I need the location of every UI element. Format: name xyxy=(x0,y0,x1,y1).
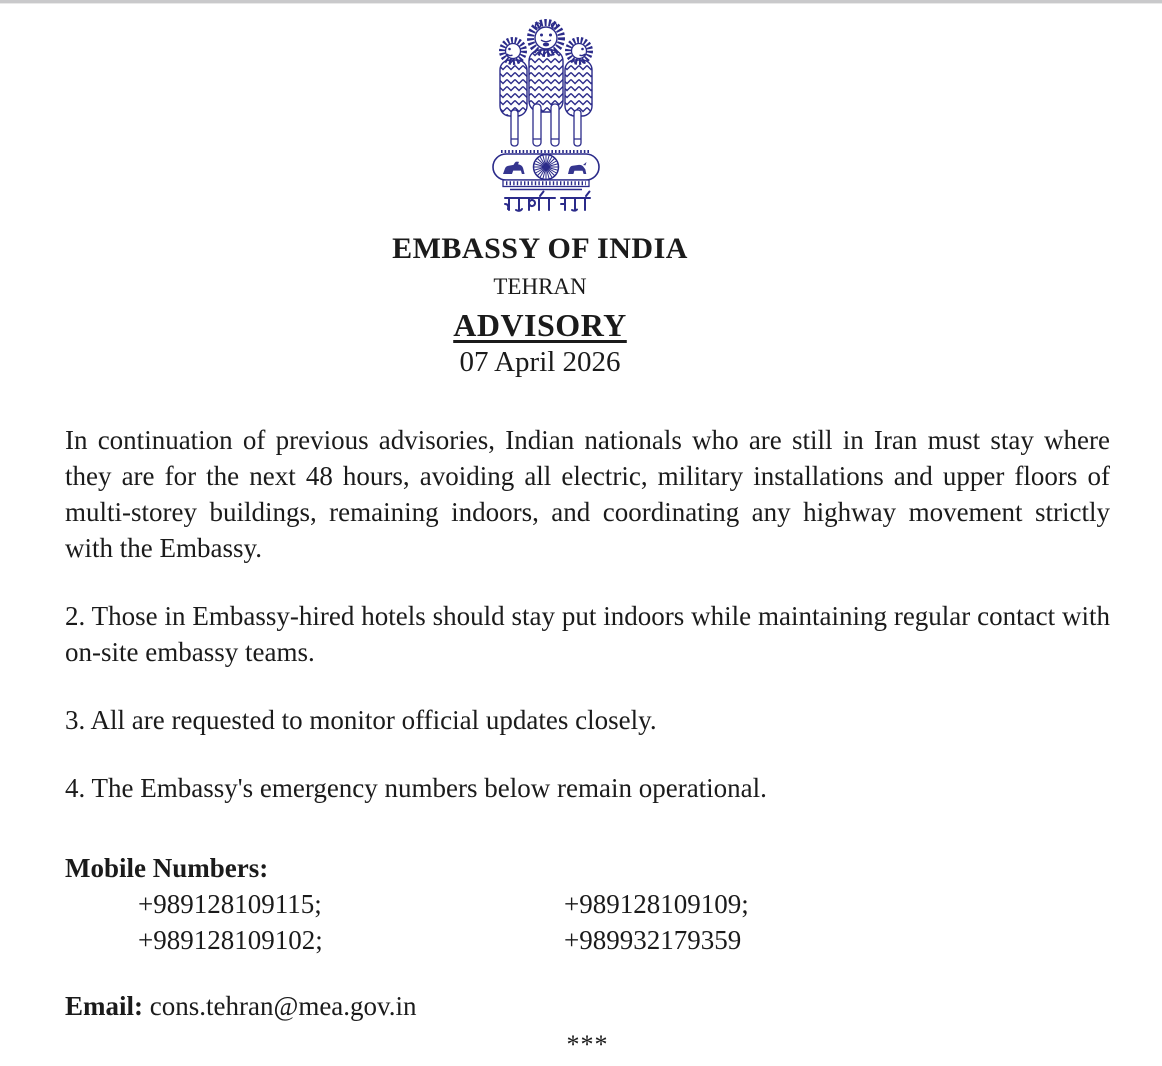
phone-number: +989128109115; xyxy=(138,889,322,919)
document-header xyxy=(0,232,1080,380)
email-label: Email: xyxy=(65,991,143,1021)
top-border-strip xyxy=(0,0,1162,4)
organization-title: EMBASSY OF INDIA xyxy=(392,232,688,265)
end-of-document-mark: *** xyxy=(566,1030,609,1059)
email-address: cons.tehran@mea.gov.in xyxy=(149,991,417,1021)
paragraph-2: 2. Those in Embassy-hired hotels should stay put indoors while maintaining regular contact with on-site embassy teams. xyxy=(65,601,1110,667)
phone-number-row xyxy=(65,886,1110,922)
advisory-body xyxy=(65,422,1110,1058)
lion-capital-of-ashoka-icon xyxy=(483,8,609,214)
city-subtitle: TEHRAN xyxy=(493,274,587,299)
satyameva-jayate-motto-glyph xyxy=(505,192,590,211)
phone-number: +989932179359 xyxy=(564,925,742,955)
advisory-title: ADVISORY xyxy=(453,307,627,343)
mobile-numbers-label: Mobile Numbers: xyxy=(65,853,269,883)
phone-number: +989128109109; xyxy=(564,889,749,919)
paragraph-1: In continuation of previous advisories, Indian nationals who are still in Iran must stay where they are for the next 48 hours, avoiding all electric, military installations and upper floors of multi-storey buildings, remaining indoors, and coordinating any highway movement strictly with the Embassy. xyxy=(65,425,1110,563)
emblem-motto-text xyxy=(0,214,1,215)
advisory-date: 07 April 2026 xyxy=(459,346,621,378)
national-emblem xyxy=(0,8,1162,214)
phone-number-row xyxy=(65,922,1110,958)
paragraph-3: 3. All are requested to monitor official updates closely. xyxy=(65,705,657,735)
paragraph-4: 4. The Embassy's emergency numbers below remain operational. xyxy=(65,773,767,803)
phone-number: +989128109102; xyxy=(138,925,323,955)
email-line xyxy=(65,988,1110,1024)
